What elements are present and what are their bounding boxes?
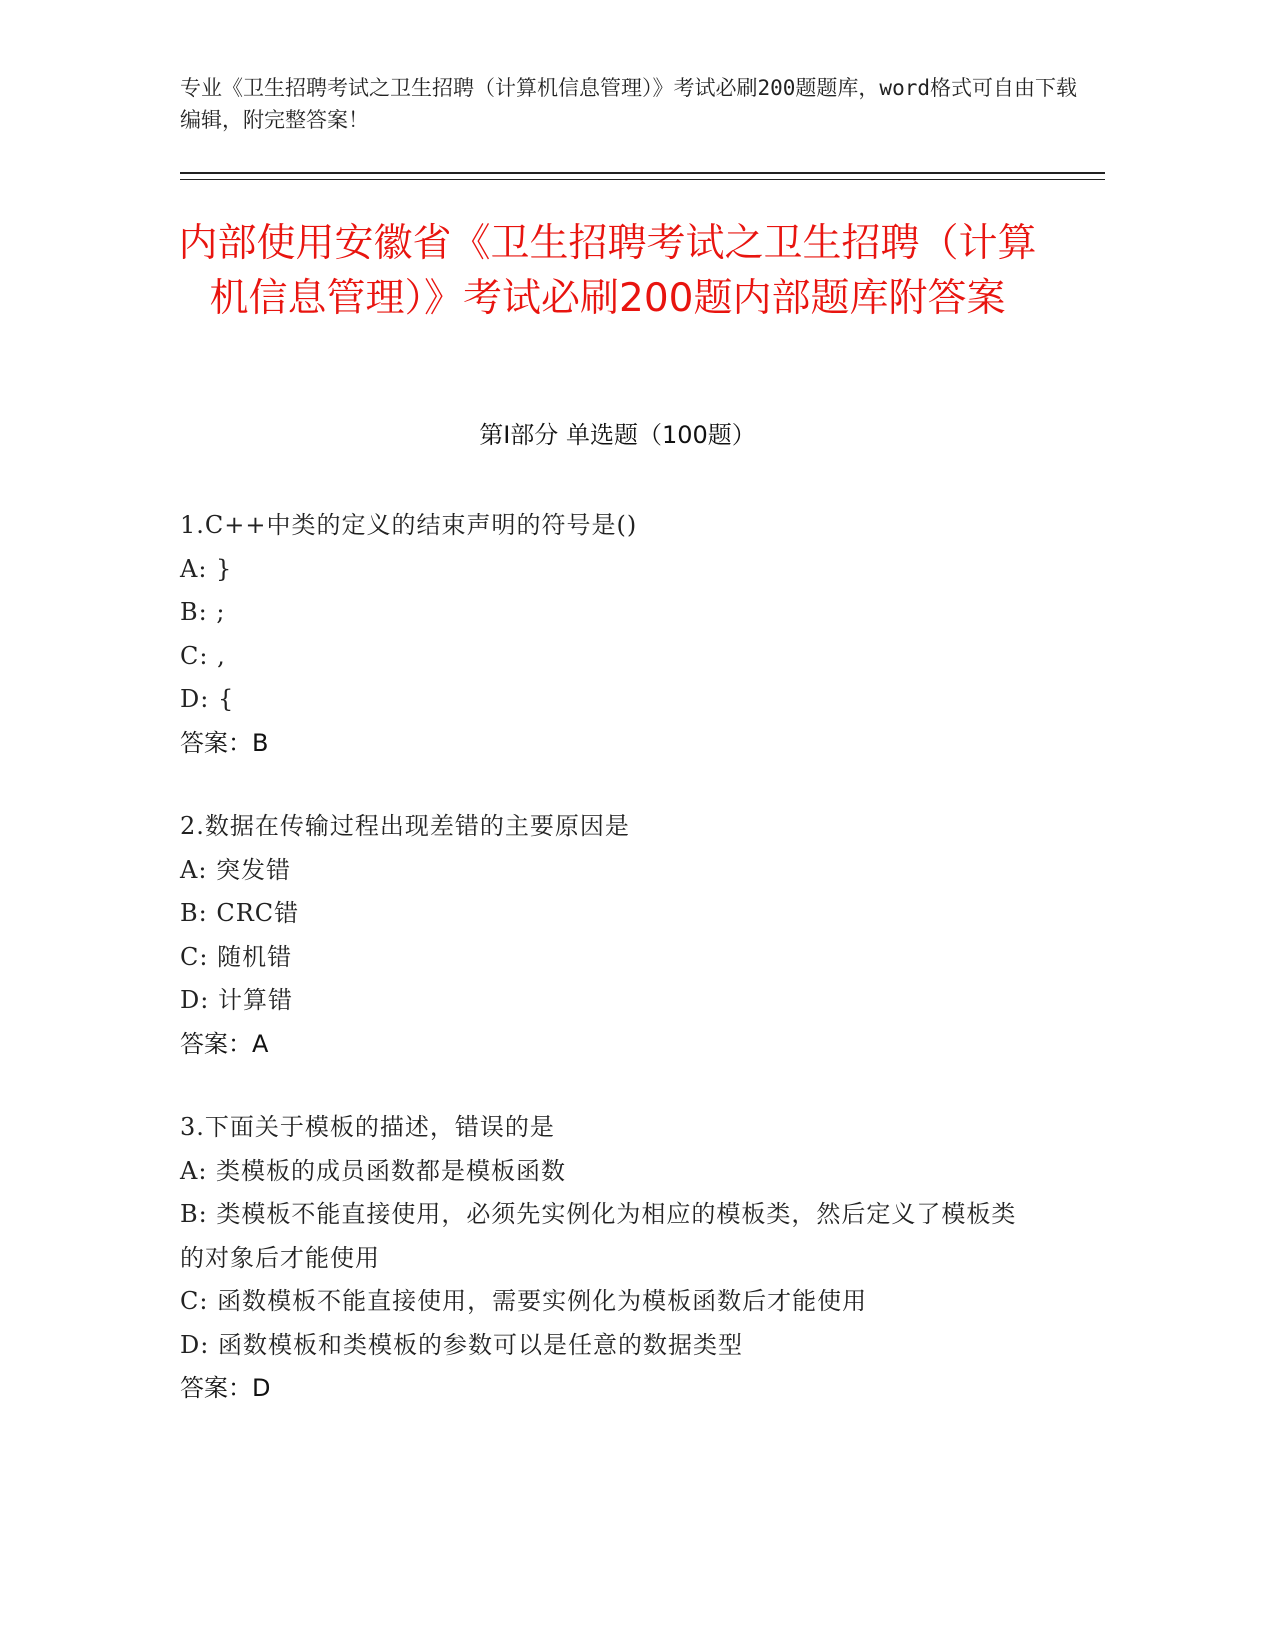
header-note: 专业《卫生招聘考试之卫生招聘（计算机信息管理）》考试必刷200题题库，word格式可自由下载编辑，附完整答案！ [180, 76, 1077, 132]
question-list [180, 504, 1040, 1451]
option-d: D: 计算错 [180, 986, 293, 1014]
option-d: D: { [180, 685, 235, 713]
answer-line: 答案：D [180, 1374, 271, 1402]
option-c: C: 函数模板不能直接使用，需要实例化为模板函数后才能使用 [180, 1287, 868, 1315]
option-b: B: 类模板不能直接使用，必须先实例化为相应的模板类，然后定义了模板类的对象后才能使用 [180, 1200, 1017, 1272]
question-stem: 2.数据在传输过程出现差错的主要原因是 [180, 812, 630, 840]
option-b: B: CRC错 [180, 899, 300, 927]
question-stem: 1.C++中类的定义的结束声明的符号是() [180, 511, 638, 539]
question-item [180, 1106, 1040, 1411]
answer-line: 答案：B [180, 728, 269, 757]
option-c: C: , [180, 641, 226, 670]
question-item [180, 504, 1040, 765]
question-stem: 3.下面关于模板的描述，错误的是 [180, 1113, 555, 1141]
option-a: A: } [180, 554, 233, 583]
header-rule-thin [180, 179, 1105, 180]
question-item [180, 805, 1040, 1066]
option-a: A: 类模板的成员函数都是模板函数 [180, 1156, 567, 1185]
option-d: D: 函数模板和类模板的参数可以是任意的数据类型 [180, 1330, 743, 1359]
section-heading: 第Ⅰ部分 单选题（100题） [479, 421, 756, 449]
option-c: C: 随机错 [180, 942, 293, 971]
header-rule-thick [180, 172, 1105, 174]
document-title: 内部使用安徽省《卫生招聘考试之卫生招聘（计算机信息管理）》考试必刷200题内部题库附答案 [178, 221, 1037, 321]
option-a: A: 突发错 [180, 855, 292, 884]
option-b: B: ; [180, 598, 226, 626]
answer-line: 答案：A [180, 1029, 269, 1058]
